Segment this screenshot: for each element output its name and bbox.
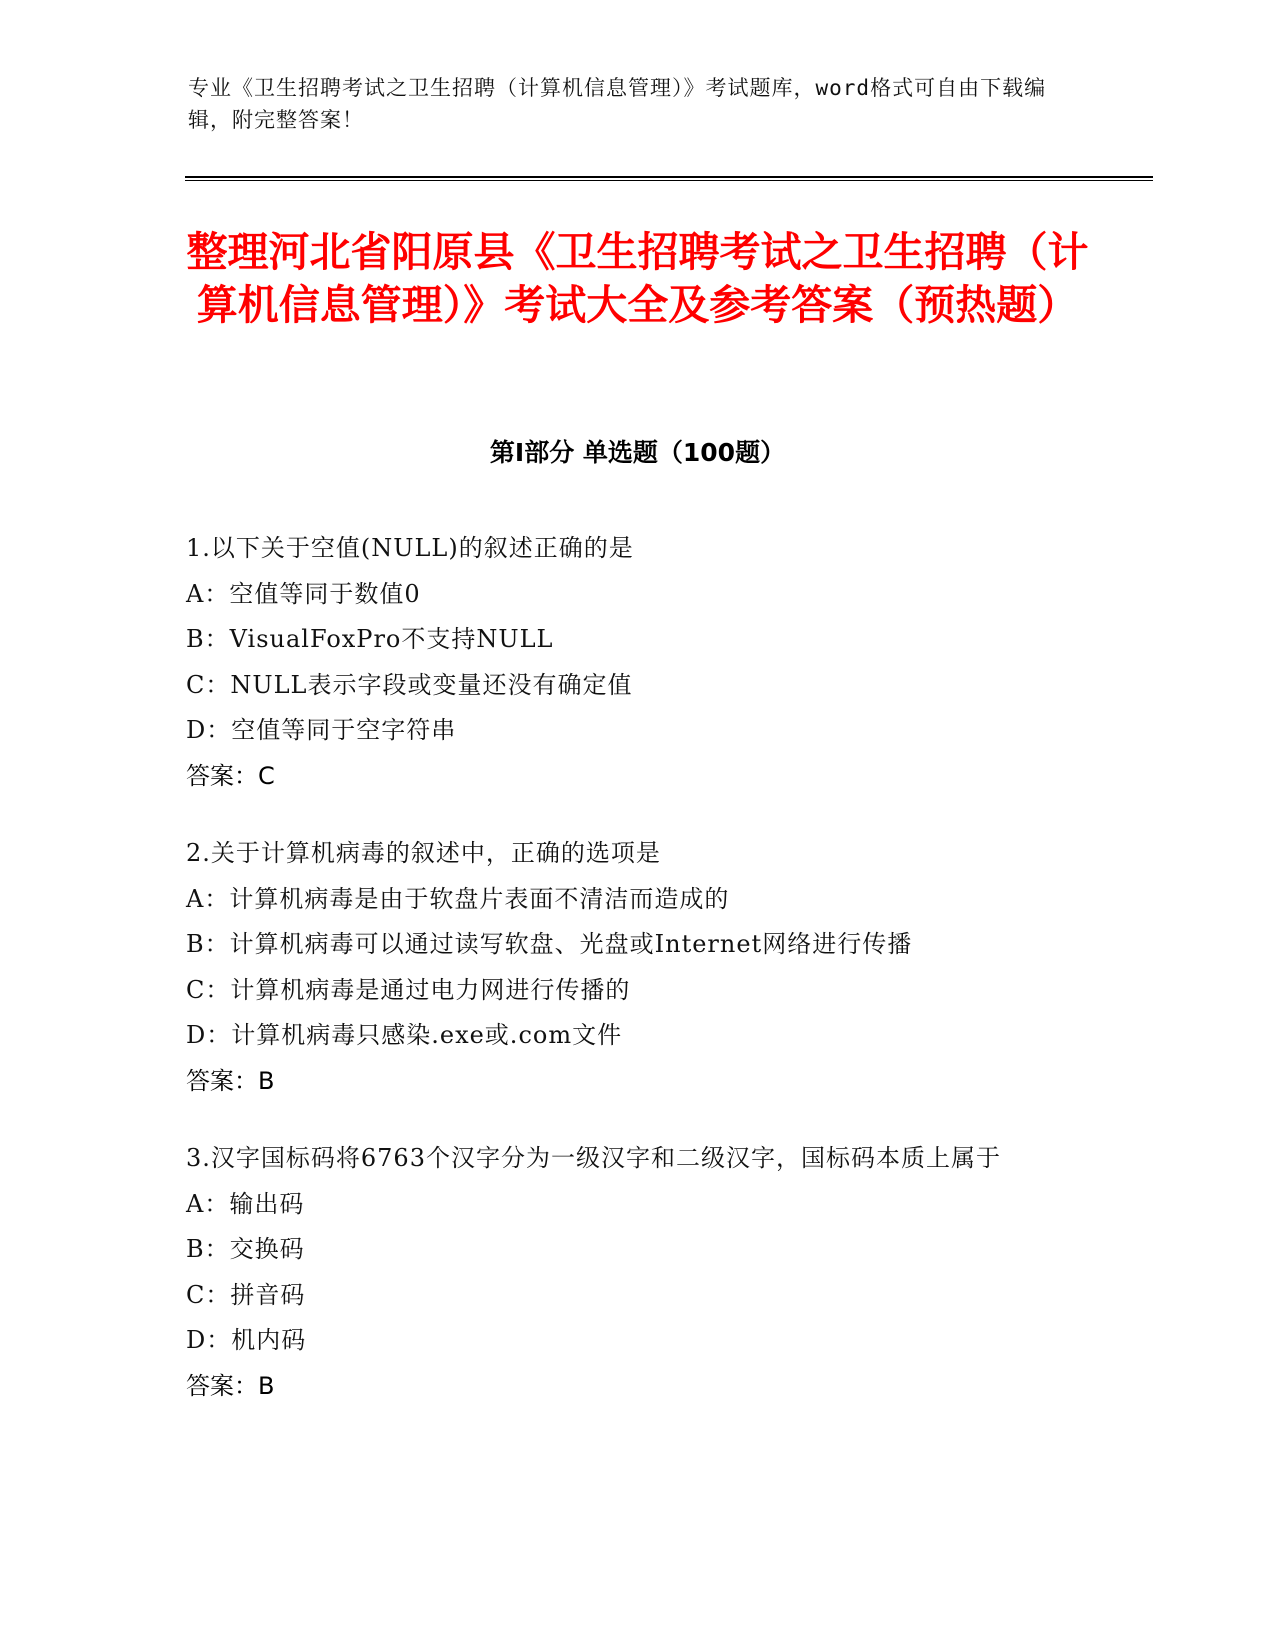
question-1	[186, 526, 1086, 799]
question-stem: 3.汉字国标码将6763个汉字分为一级汉字和二级汉字，国标码本质上属于	[186, 1144, 1001, 1172]
header-divider	[185, 176, 1153, 181]
option-c: C：计算机病毒是通过电力网进行传播的	[186, 975, 631, 1004]
answer-line: 答案：B	[186, 1371, 275, 1400]
option-b: B：VisualFoxPro不支持NULL	[186, 625, 554, 653]
option-c: C：NULL表示字段或变量还没有确定值	[186, 670, 633, 699]
option-a: A：计算机病毒是由于软盘片表面不清洁而造成的	[186, 884, 730, 913]
option-d: D：计算机病毒只感染.exe或.com文件	[186, 1021, 623, 1049]
option-a: A：输出码	[186, 1189, 305, 1218]
header-note: 专业《卫生招聘考试之卫生招聘（计算机信息管理）》考试题库，word格式可自由下载编辑，附完整答案！	[188, 76, 1047, 132]
option-d: D：空值等同于空字符串	[186, 716, 457, 744]
option-c: C：拼音码	[186, 1280, 306, 1309]
question-stem: 2.关于计算机病毒的叙述中，正确的选项是	[186, 839, 661, 867]
question-3	[186, 1136, 1086, 1409]
question-2	[186, 831, 1086, 1104]
question-stem: 1.以下关于空值(NULL)的叙述正确的是	[186, 534, 634, 562]
answer-line: 答案：B	[186, 1066, 275, 1095]
option-a: A：空值等同于数值0	[186, 579, 421, 608]
option-b: B：交换码	[186, 1235, 305, 1263]
option-d: D：机内码	[186, 1326, 307, 1354]
document-title: 整理河北省阳原县《卫生招聘考试之卫生招聘（计算机信息管理）》考试大全及参考答案（预热题）	[186, 228, 1089, 329]
section-title: 第Ⅰ部分 单选题（100题）	[489, 438, 786, 467]
option-b: B：计算机病毒可以通过读写软盘、光盘或Internet网络进行传播	[186, 930, 913, 958]
question-list	[186, 526, 1086, 1441]
answer-line: 答案：C	[186, 761, 275, 790]
